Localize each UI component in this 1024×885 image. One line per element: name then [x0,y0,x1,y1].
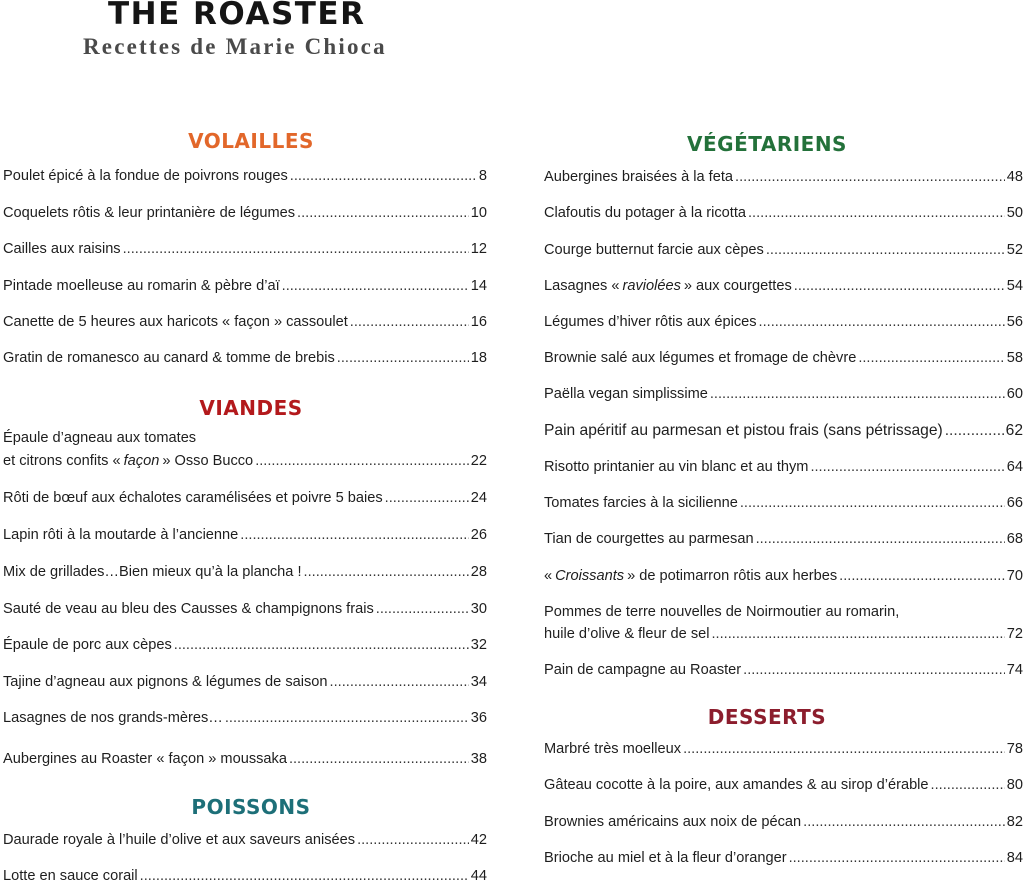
entry-label: Canette de 5 heures aux haricots « façon » cassoulet [3,314,348,330]
toc-entry[interactable] [544,495,1023,512]
toc-entry[interactable] [3,278,487,295]
toc-entry[interactable] [3,674,487,691]
toc-entry[interactable] [544,205,1023,222]
toc-entry[interactable] [544,777,1023,794]
section-title-viandes: VIANDES [199,396,303,420]
toc-entry[interactable] [544,422,1023,439]
entry-page: 48 [1006,169,1023,185]
entry-label: Lasagnes « raviolées » aux courgettes [544,278,792,294]
leader-dots [858,350,1004,367]
leader-dots [376,601,469,618]
toc-entry[interactable] [544,850,1023,867]
leader-dots [789,850,1005,867]
toc-entry[interactable] [544,314,1023,331]
leader-dots [174,637,469,654]
entry-page: 78 [1006,741,1023,757]
entry-page: 22 [470,453,487,469]
section-title-desserts: DESSERTS [707,705,827,729]
entry-page: 18 [470,350,487,366]
entry-label: Tian de courgettes au parmesan [544,531,754,547]
entry-label-line1: Pommes de terre nouvelles de Noirmoutier au romarin, [544,604,900,620]
leader-dots [385,490,469,507]
entry-page: 52 [1006,242,1023,258]
leader-dots [756,531,1005,548]
toc-entry[interactable] [544,169,1023,186]
toc-entry[interactable] [3,751,487,768]
section-title-vegetariens: VÉGÉTARIENS [687,132,847,156]
entry-label: Brioche au miel et à la fleur d’oranger [544,850,787,866]
leader-dots [810,459,1004,476]
entry-label: Tomates farcies à la sicilienne [544,495,738,511]
entry-label: Paëlla vegan simplissime [544,386,708,402]
leader-dots [683,741,1005,758]
book-subtitle: Recettes de Marie Chioca [83,34,387,59]
entry-page: 12 [470,241,487,257]
entry-label-italic: raviolées [622,278,681,294]
entry-page: 72 [1006,626,1023,642]
leader-dots [759,314,1005,331]
leader-dots [290,168,477,185]
leader-dots [794,278,1005,295]
entry-label: Mix de grillades…Bien mieux qu’à la plancha ! [3,564,302,580]
entry-label: Daurade royale à l’huile d’olive et aux saveurs anisées [3,832,356,848]
entry-page: 54 [1006,278,1023,294]
entry-label: Clafoutis du potager à la ricotta [544,205,746,221]
entry-label: Cailles aux raisins [3,241,121,257]
entry-page: 60 [1006,386,1023,402]
entry-page: 74 [1006,662,1023,678]
entry-label: « Croissants » de potimarron rôtis aux herbes [544,568,838,584]
entry-label: Aubergines au Roaster « façon » moussaka [3,751,287,767]
entry-page: 70 [1006,568,1023,584]
leader-dots [330,674,469,691]
entry-label: Pintade moelleuse au romarin & pèbre d’aï [3,278,280,294]
toc-entry[interactable] [3,601,487,618]
toc-entry[interactable] [3,350,487,367]
leader-dots [712,626,1005,643]
toc-entry[interactable] [3,314,487,331]
entry-page: 84 [1006,850,1023,866]
leader-dots [357,832,469,849]
leader-dots [297,205,469,222]
entry-label: Épaule de porc aux cèpes [3,637,172,653]
entry-page: 24 [470,490,487,506]
toc-entry[interactable] [3,168,487,185]
toc-entry[interactable] [544,531,1023,548]
entry-label: Légumes d’hiver rôtis aux épices [544,314,757,330]
entry-label: Gâteau cocotte à la poire, aux amandes & au sirop d’érable [544,777,929,793]
leader-dots [735,169,1005,186]
leader-dots [839,568,1005,585]
leader-dots [225,710,469,727]
entry-label: Lotte en sauce corail [3,868,138,884]
entry-label: Coquelets rôtis & leur printanière de légumes [3,205,296,221]
entry-page: 30 [470,601,487,617]
leader-dots [743,662,1005,679]
leader-dots [766,242,1005,259]
entry-page: 64 [1006,459,1023,475]
toc-entry[interactable] [3,637,487,654]
leader-dots [123,241,469,258]
toc-entry[interactable] [544,814,1023,831]
entry-page: 38 [470,751,487,767]
entry-page: 50 [1006,205,1023,221]
entry-page: 34 [470,674,487,690]
toc-entry[interactable] [544,604,1023,643]
toc-entry[interactable] [3,527,487,544]
entry-label: Brownie salé aux légumes et fromage de chèvre [544,350,857,366]
book-title: THE ROASTER [108,0,366,32]
entry-page: 80 [1006,777,1023,793]
entry-page: 16 [470,314,487,330]
entry-label: et citrons confits « façon » Osso Bucco [3,453,254,469]
toc-entry[interactable] [3,868,487,885]
entry-label: Pain apéritif au parmesan et pistou frais (sans pétrissage) [544,422,943,439]
entry-page: 82 [1006,814,1023,830]
entry-label-line1: Épaule d’agneau aux tomates [3,430,197,446]
entry-page: 58 [1006,350,1023,366]
leader-dots [282,278,469,295]
toc-entry[interactable] [544,386,1023,403]
entry-label: Courge butternut farcie aux cèpes [544,242,764,258]
toc-entry[interactable] [3,205,487,222]
toc-entry[interactable] [3,832,487,849]
entry-page: 8 [478,168,487,184]
toc-entry[interactable] [544,278,1023,295]
leader-dots [350,314,469,331]
leader-dots [289,751,469,768]
leader-dots [803,814,1005,831]
leader-dots [740,495,1005,512]
entry-label: Lasagnes de nos grands-mères… [3,710,223,726]
toc-entry[interactable] [544,741,1023,758]
entry-label: Sauté de veau au bleu des Causses & champignons frais [3,601,374,617]
leader-dots [931,777,1005,794]
entry-page: 28 [470,564,487,580]
toc-entry[interactable] [544,242,1023,259]
leader-dots [304,564,469,581]
entry-label: Poulet épicé à la fondue de poivrons rouges [3,168,288,184]
leader-dots [945,422,1004,439]
entry-label: Brownies américains aux noix de pécan [544,814,802,830]
leader-dots [337,350,469,367]
section-title-volailles: VOLAILLES [188,129,314,153]
entry-label: Aubergines braisées à la feta [544,169,734,185]
entry-label: Rôti de bœuf aux échalotes caramélisées et poivre 5 baies [3,490,383,506]
entry-label-italic: Croissants [555,568,625,584]
toc-entry[interactable] [3,241,487,258]
entry-page: 10 [470,205,487,221]
entry-label: Tajine d’agneau aux pignons & légumes de saison [3,674,328,690]
leader-dots [748,205,1005,222]
toc-entry[interactable] [3,710,487,727]
entry-page: 44 [470,868,487,884]
entry-page: 68 [1006,531,1023,547]
entry-label-italic: façon [123,453,160,469]
entry-page: 14 [470,278,487,294]
leader-dots [240,527,468,544]
entry-page: 32 [470,637,487,653]
toc-entry[interactable] [3,564,487,581]
entry-page: 66 [1006,495,1023,511]
entry-label: Marbré très moelleux [544,741,682,757]
entry-page: 62 [1005,422,1023,439]
toc-entry[interactable] [544,350,1023,367]
toc-entry[interactable] [544,662,1023,679]
leader-dots [255,453,469,470]
toc-entry[interactable] [544,459,1023,476]
entry-label: huile d’olive & fleur de sel [544,626,710,642]
entry-page: 42 [470,832,487,848]
section-title-poissons: POISSONS [191,795,311,819]
toc-entry[interactable] [3,430,487,470]
toc-entry[interactable] [3,490,487,507]
entry-label: Risotto printanier au vin blanc et au thym [544,459,809,475]
entry-label: Lapin rôti à la moutarde à l’ancienne [3,527,239,543]
entry-page: 26 [470,527,487,543]
entry-page: 56 [1006,314,1023,330]
leader-dots [140,868,469,885]
entry-page: 36 [470,710,487,726]
entry-label: Gratin de romanesco au canard & tomme de brebis [3,350,335,366]
toc-entry[interactable] [544,568,1023,585]
leader-dots [710,386,1005,403]
entry-label: Pain de campagne au Roaster [544,662,742,678]
